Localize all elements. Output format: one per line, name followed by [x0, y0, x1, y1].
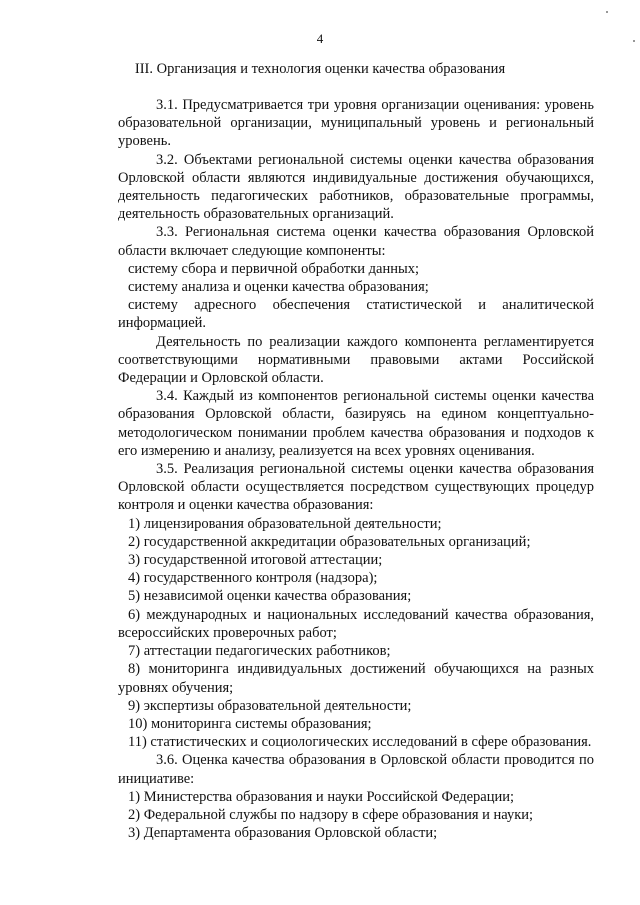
section-heading: III. Организация и технология оценки качества образования [134, 61, 506, 77]
list-item: 7) аттестации педагогических работников; [128, 643, 391, 660]
paragraph-3-4: 3.4. Каждый из компонентов региональной системы оценки качества образования Орловской области, базируясь на едином концептуально-методологическом понимании проблем качества образования и подходов к его измерению и анализу, реализуется на всех уровнях оценивания. [118, 388, 594, 459]
scan-speck [606, 11, 608, 13]
list-item: 1) Министерства образования и науки Российской Федерации; [128, 788, 515, 805]
paragraph-regulation: Деятельность по реализации каждого компонента регламентируется соответствующими нормативными правовыми актами Российской Федерации и Орловской области. [118, 333, 594, 387]
list-item: 5) независимой оценки качества образования; [128, 588, 412, 605]
list-item: 3) государственной итоговой аттестации; [128, 552, 383, 569]
list-item: 6) международных и национальных исследований качества образования, всероссийских проверочных работ; [118, 606, 594, 641]
scan-speck [633, 40, 635, 42]
list-item: 2) государственной аккредитации образовательных организаций; [128, 533, 531, 550]
list-item: 4) государственного контроля (надзора); [128, 570, 378, 587]
list-item: 3) Департамента образования Орловской области; [128, 825, 438, 842]
paragraph-3-2: 3.2. Объектами региональной системы оценки качества образования Орловской области являются индивидуальные достижения обучающихся, деятельность педагогических работников, образовательные программы, деятельность образовательных организаций. [118, 151, 594, 223]
paragraph-3-5: 3.5. Реализация региональной системы оценки качества образования Орловской области осуществляется посредством существующих процедур контроля и оценки качества образования: [118, 461, 594, 514]
list-item: 8) мониторинга индивидуальных достижений обучающихся на разных уровнях обучения; [118, 661, 594, 696]
list-item: 11) статистических и социологических исследований в сфере образования. [128, 734, 592, 751]
paragraph-3-3: 3.3. Региональная система оценки качества образования Орловской области включает следующие компоненты: [118, 224, 594, 259]
paragraph-3-6: 3.6. Оценка качества образования в Орловской области проводится по инициативе: [118, 752, 594, 787]
list-item: 1) лицензирования образовательной деятельности; [128, 515, 442, 532]
list-item: систему сбора и первичной обработки данных; [128, 260, 419, 277]
paragraph-3-1: 3.1. Предусматривается три уровня организации оценивания: уровень образовательной организации, муниципальный уровень и региональный уровень. [118, 97, 594, 150]
list-item: систему анализа и оценки качества образования; [128, 279, 429, 296]
list-item: 9) экспертизы образовательной деятельности; [128, 697, 412, 714]
list-item: систему адресного обеспечения статистической и аналитической информацией. [118, 297, 594, 332]
list-item: 10) мониторинга системы образования; [128, 715, 372, 732]
document-body [118, 96, 594, 842]
list-item: 2) Федеральной службы по надзору в сфере образования и науки; [128, 806, 534, 823]
page-number: 4 [316, 31, 324, 46]
